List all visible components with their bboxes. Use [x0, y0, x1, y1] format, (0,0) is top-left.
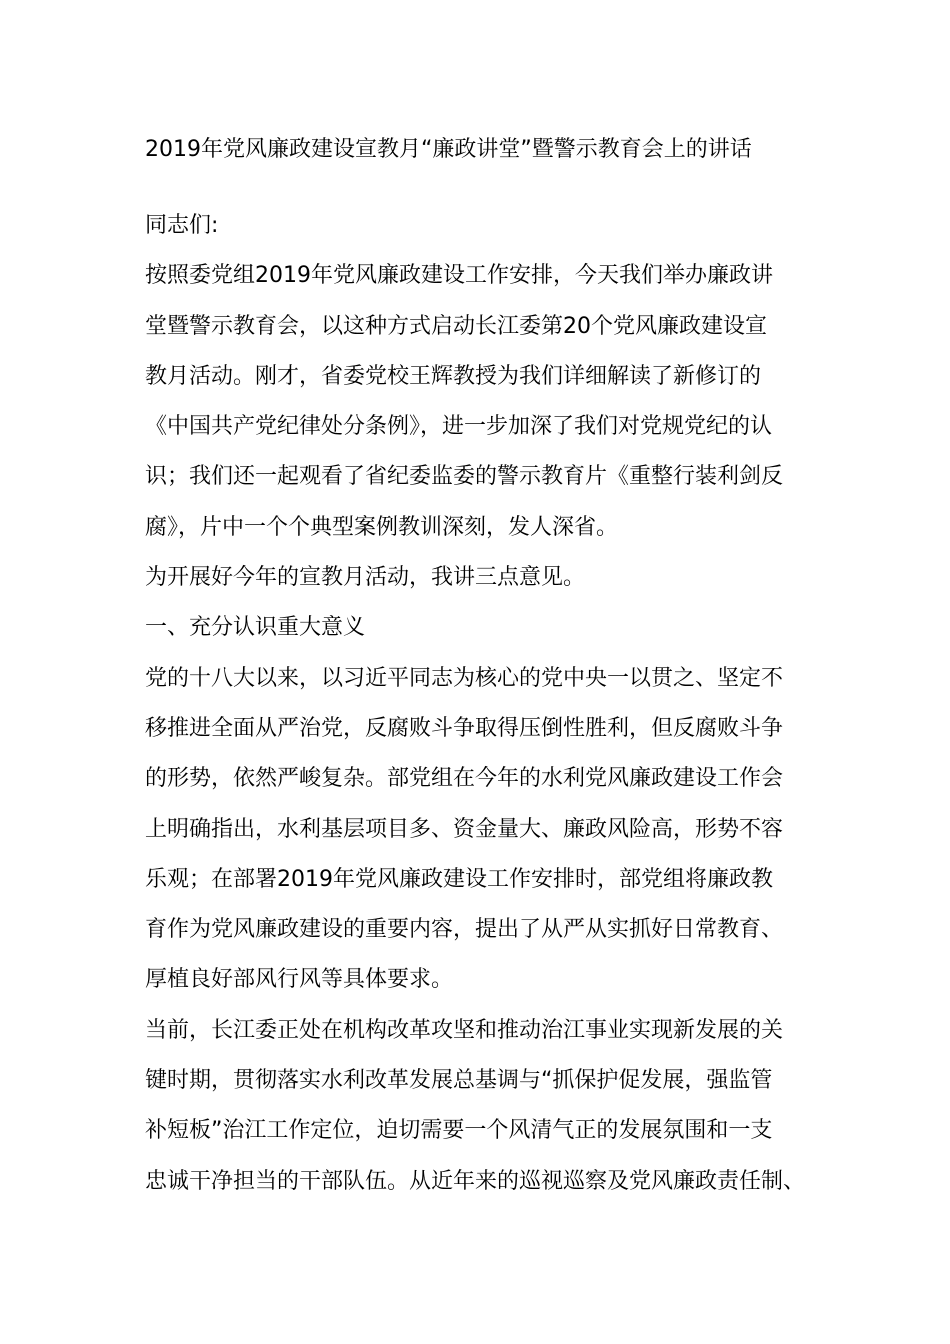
paragraph-line: 《中国共产党纪律处分条例》，进一步加深了我们对党规党纪的认 [145, 414, 773, 440]
document-title: 2019年党风廉政建设宣教月“廉政讲堂”暨警示教育会上的讲话 [145, 137, 752, 162]
paragraph-line: 乐观；在部署2019年党风廉政建设工作安排时，部党组将廉政教 [145, 866, 773, 892]
paragraph-line: 的形势，依然严峻复杂。部党组在今年的水利党风廉政建设工作会 [145, 766, 784, 792]
paragraph-line: 键时期，贯彻落实水利改革发展总基调与“抓保护促发展，强监管 [145, 1068, 773, 1094]
document-body [145, 208, 815, 1214]
section-heading: 一、充分认识重大意义 [145, 615, 366, 641]
paragraph-line: 当前，长江委正处在机构改革攻坚和推动治江事业实现新发展的关 [145, 1017, 784, 1043]
paragraph-line: 补短板”治江工作定位，迫切需要一个风清气正的发展氛围和一支 [145, 1118, 773, 1144]
paragraph-line: 厚植良好部风行风等具体要求。 [145, 967, 454, 993]
paragraph-line: 党的十八大以来，以习近平同志为核心的党中央一以贯之、坚定不 [145, 665, 784, 691]
paragraph-line: 腐》，片中一个个典型案例教训深刻，发人深省。 [145, 514, 619, 540]
salutation-line: 同志们: [145, 213, 219, 238]
paragraph-line: 教月活动。刚才，省委党校王辉教授为我们详细解读了新修订的 [145, 363, 762, 389]
paragraph-line: 按照委党组2019年党风廉政建设工作安排，今天我们举办廉政讲 [145, 263, 773, 289]
paragraph-line: 识；我们还一起观看了省纪委监委的警示教育片《重整行装利剑反 [145, 464, 784, 490]
paragraph-line: 忠诚干净担当的干部队伍。从近年来的巡视巡察及党风廉政责任制、 [145, 1168, 806, 1194]
paragraph-line: 为开展好今年的宣教月活动，我讲三点意见。 [145, 565, 586, 591]
paragraph-line: 堂暨警示教育会，以这种方式启动长江委第20个党风廉政建设宣 [145, 313, 767, 339]
paragraph-line: 育作为党风廉政建设的重要内容，提出了从严从实抓好日常教育、 [145, 917, 784, 943]
paragraph-line: 上明确指出，水利基层项目多、资金量大、廉政风险高，形势不容 [145, 816, 784, 842]
paragraph-line: 移推进全面从严治党，反腐败斗争取得压倒性胜利，但反腐败斗争 [145, 715, 784, 741]
